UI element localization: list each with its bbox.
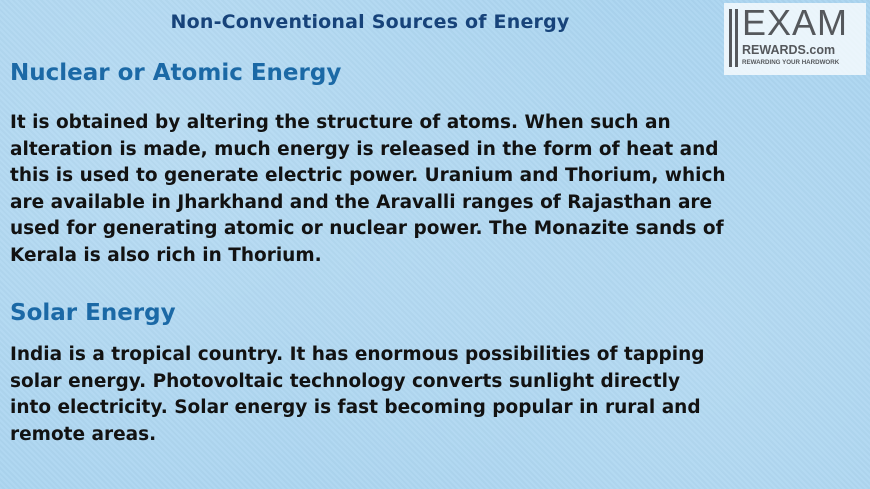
logo-bars-icon: [729, 9, 739, 67]
exam-rewards-logo: [724, 3, 866, 75]
body-line: It is obtained by altering the structure of atoms. When such an: [10, 112, 671, 133]
body-line: alteration is made, much energy is released in the form of heat and: [10, 138, 719, 160]
body-line: are available in Jharkhand and the Aravalli ranges of Rajasthan are: [10, 191, 713, 213]
logo-tagline: REWARDING YOUR HARDWORK: [742, 59, 840, 66]
section-body-nuclear: [10, 110, 726, 269]
body-line: into electricity. Solar energy is fast becoming popular in rural and: [10, 397, 701, 418]
section-heading-nuclear: Nuclear or Atomic Energy: [10, 60, 342, 86]
body-line: this is used to generate electric power. Uranium and Thorium, which: [10, 165, 726, 186]
body-line: Kerala is also rich in Thorium.: [10, 244, 322, 266]
body-line: solar energy. Photovoltaic technology converts sunlight directly: [10, 370, 681, 392]
logo-exam-text: EXAM: [742, 2, 849, 43]
body-line: India is a tropical country. It has enormous possibilities of tapping: [10, 344, 705, 365]
section-body-solar: [10, 342, 705, 448]
body-line: used for generating atomic or nuclear power. The Monazite sands of: [10, 218, 724, 239]
section-heading-solar: Solar Energy: [10, 300, 176, 326]
logo-rewards-text: REWARDS.com: [742, 43, 836, 57]
body-line: remote areas.: [10, 423, 157, 445]
slide-title: Non-Conventional Sources of Energy: [170, 11, 570, 33]
